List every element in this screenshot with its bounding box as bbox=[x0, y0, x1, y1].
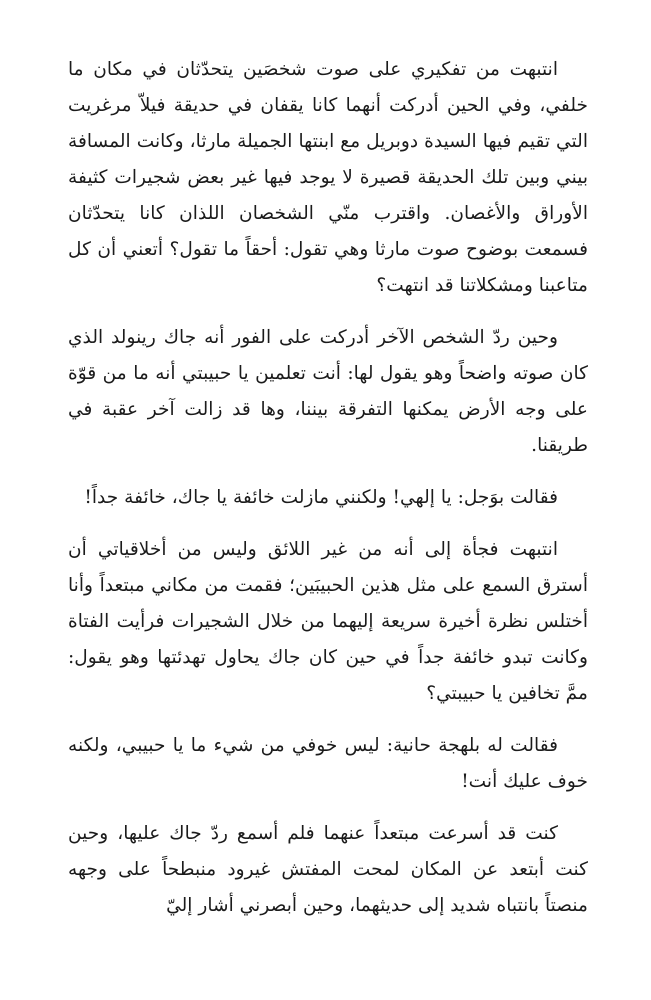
paragraph-2: وحين ردّ الشخص الآخر أدركت على الفور أنه جاك رينولد الذي كان صوته واضحاً وهو يقول لها: أنت تعلمين يا حبيبتي أنه ما من قوّة على وجه الأرض يمكنها التفرقة بيننا، وها قد زالت آخر عقبة في طريقنا. bbox=[68, 327, 588, 456]
paragraph-4: انتبهت فجأة إلى أنه من غير اللائق وليس من أخلاقياتي أن أسترق السمع على مثل هذين الحبيبَين؛ فقمت من مكاني مبتعداً وأنا أختلس نظرة أخيرة سريعة إليهما من خلال الشجيرات فرأيت الفتاة وكانت تبدو خائفة جداً في حين كان جاك يحاول تهدئتها وهو يقول: ممَّ تخافين يا حبيبتي؟ bbox=[68, 539, 588, 704]
paragraph-6: كنت قد أسرعت مبتعداً عنهما فلم أسمع ردّ جاك عليها، وحين كنت أبتعد عن المكان لمحت المفتش غيرود منبطحاً على وجهه منصتاً بانتباه شديد إلى حديثهما، وحين أبصرني أشار إليّ bbox=[68, 823, 588, 916]
paragraph-1: انتبهت من تفكيري على صوت شخصَين يتحدّثان في مكان ما خلفي، وفي الحين أدركت أنهما كانا يقفان في حديقة فيلاّ مرغريت التي تقيم فيها السيدة دوبريل مع ابنتها الجميلة مارثا، وكانت المسافة بيني وبين تلك الحديقة قصيرة لا يوجد فيها غير بعض شجيرات كثيفة الأوراق والأغصان. واقترب منّي الشخصان اللذان كانا يتحدّثان فسمعت بوضوح صوت مارثا وهي تقول: أحقاً ما تقول؟ أتعني أن كل متاعبنا ومشكلاتنا قد انتهت؟ bbox=[68, 59, 588, 296]
paragraph-5: فقالت له بلهجة حانية: ليس خوفي من شيء ما يا حبيبي، ولكنه خوف عليك أنت! bbox=[68, 735, 588, 792]
book-page bbox=[68, 52, 588, 940]
paragraph-3: فقالت بوَجل: يا إلهي! ولكنني مازلت خائفة يا جاك، خائفة جداً! bbox=[84, 487, 558, 508]
